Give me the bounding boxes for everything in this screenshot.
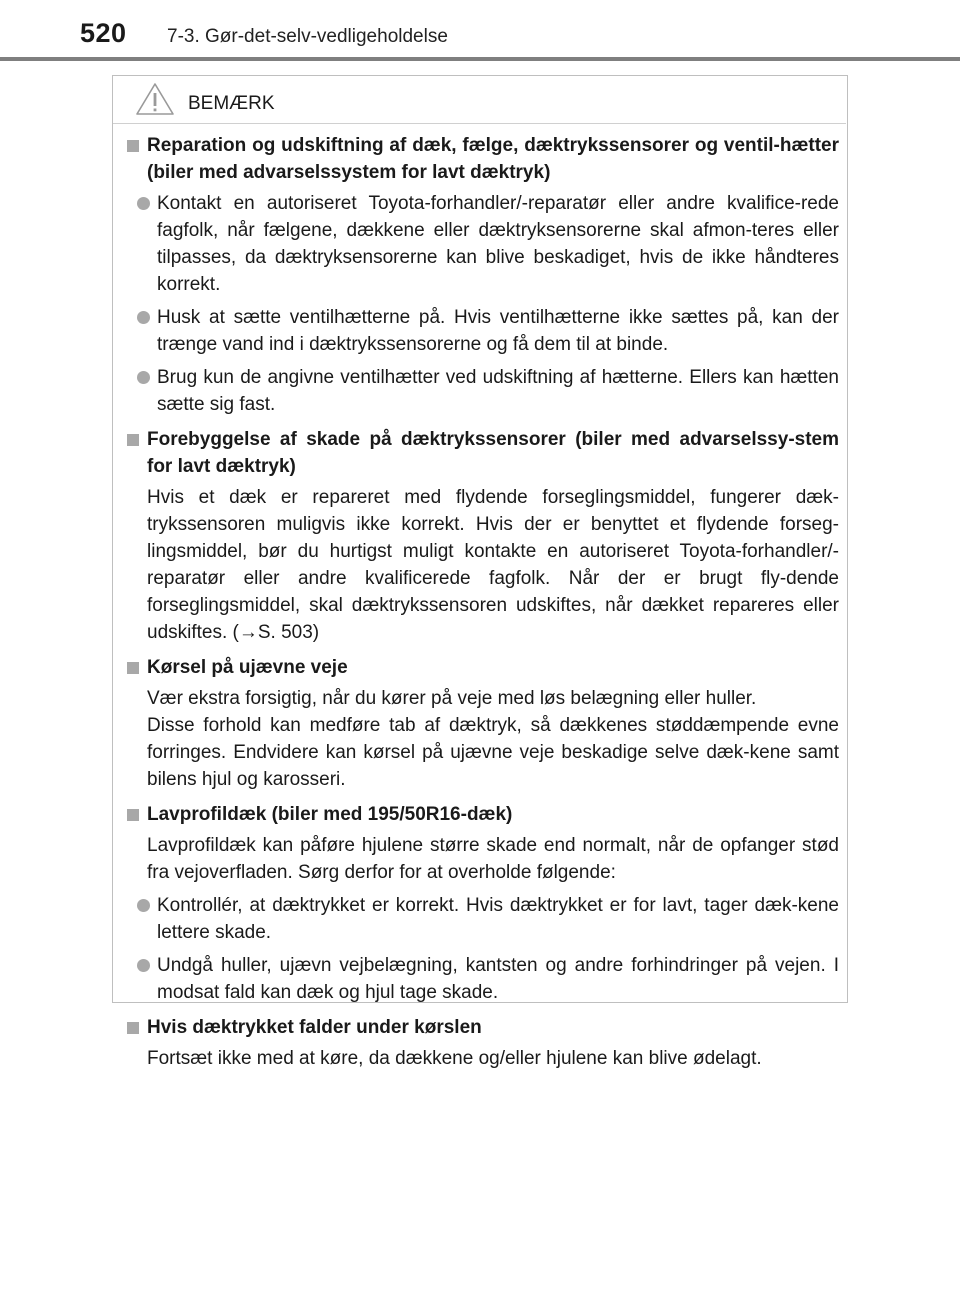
bullet-item (125, 952, 839, 1006)
section-heading-text: Lavprofildæk (biler med 195/50R16-dæk) (147, 804, 513, 825)
bullet-item (125, 190, 839, 298)
section-pressure-drop (125, 1014, 839, 1072)
round-bullet-icon (137, 371, 150, 384)
square-bullet-icon (127, 140, 139, 152)
section-heading-text: Forebyggelse af skade på dæktrykssensorer (biler med advarselssy-stem for lavt dæktryk) (147, 429, 839, 477)
notice-box (112, 75, 848, 1069)
section-tire-repair (125, 132, 839, 418)
bullet-text: Husk at sætte ventilhætterne på. Hvis ventilhætterne ikke sættes på, kan der trænge vand ind i dæktrykssensorerne og få dem til at binde. (157, 307, 839, 355)
round-bullet-icon (137, 899, 150, 912)
page-header (0, 0, 960, 62)
section-heading (125, 801, 839, 828)
bullet-text: Kontakt en autoriseret Toyota-forhandler/-reparatør eller andre kvalifice-rede fagfolk, når fælgene, dækkene eller dæktryksensorerne skal afmon-teres eller tilpasses, da dæktryksensorerne kan blive beskadiget, hvis de ikke håndteres korrekt. (157, 193, 839, 295)
section-paragraph: Fortsæt ikke med at køre, da dækkene og/eller hjulene kan blive ødelagt. (147, 1048, 762, 1069)
notice-divider (113, 123, 846, 124)
section-heading (125, 426, 839, 480)
section-paragraph: Hvis et dæk er repareret med flydende forseglingsmiddel, fungerer dæk-trykssensoren muligvis ikke korrekt. Hvis der er benyttet et flydende forseg-lingsmiddel, bør du hurtigst muligt kontakte en autoriseret Toyota-forhandler/-reparatør eller andre kvalificerede fagfolk. Når der er brugt fly-dende forseglingsmiddel, skal dæktrykssensoren udskiftes, når dækket repareres eller udskiftes. (→S. 503) (147, 487, 839, 643)
paragraph-line: Vær ekstra forsigtig, når du kører på veje med løs belægning eller huller. (147, 688, 757, 709)
section-heading-text: Reparation og udskiftning af dæk, fælge, dæktrykssensorer og ventil-hætter (biler med advarselssystem for lavt dæktryk) (147, 135, 839, 183)
section-sensor-damage (125, 426, 839, 646)
bullet-text: Undgå huller, ujævn vejbelægning, kantsten og andre forhindringer på vejen. I modsat fald kan dæk og hjul tage skade. (157, 955, 839, 1003)
square-bullet-icon (127, 809, 139, 821)
section-heading-text: Kørsel på ujævne veje (147, 657, 348, 678)
bullet-text: Brug kun de angivne ventilhætter ved udskiftning af hætterne. Ellers kan hætten sætte sig fast. (157, 367, 839, 415)
section-heading (125, 132, 839, 186)
section-title: 7-3. Gør-det-selv-vedligeholdelse (167, 26, 448, 47)
page-number: 520 (80, 18, 127, 48)
notice-label: BEMÆRK (188, 93, 275, 114)
square-bullet-icon (127, 434, 139, 446)
section-heading (125, 654, 839, 681)
paragraph-line: Disse forhold kan medføre tab af dæktryk, så dækkenes støddæmpende evne forringes. Endvidere kan kørsel på ujævne veje beskadige selve dæk-kene samt bilens hjul og karosseri. (147, 715, 839, 790)
header-rule (0, 57, 960, 61)
section-heading-text: Hvis dæktrykket falder under kørslen (147, 1017, 482, 1038)
section-paragraph: Lavprofildæk kan påføre hjulene større skade end normalt, når de opfanger stød fra vejoverfladen. Sørg derfor for at overholde følgende: (147, 835, 839, 883)
bullet-item (125, 892, 839, 946)
square-bullet-icon (127, 662, 139, 674)
section-heading (125, 1014, 839, 1041)
section-paragraph (125, 685, 839, 793)
round-bullet-icon (137, 311, 150, 324)
notice-content (125, 132, 839, 1072)
warning-triangle-icon (135, 82, 175, 116)
round-bullet-icon (137, 959, 150, 972)
section-low-profile-tires (125, 801, 839, 1006)
bullet-text: Kontrollér, at dæktrykket er korrekt. Hvis dæktrykket er for lavt, tager dæk-kene lettere skade. (157, 895, 839, 943)
section-rough-roads (125, 654, 839, 793)
round-bullet-icon (137, 197, 150, 210)
square-bullet-icon (127, 1022, 139, 1034)
bullet-item (125, 364, 839, 418)
bullet-item (125, 304, 839, 358)
